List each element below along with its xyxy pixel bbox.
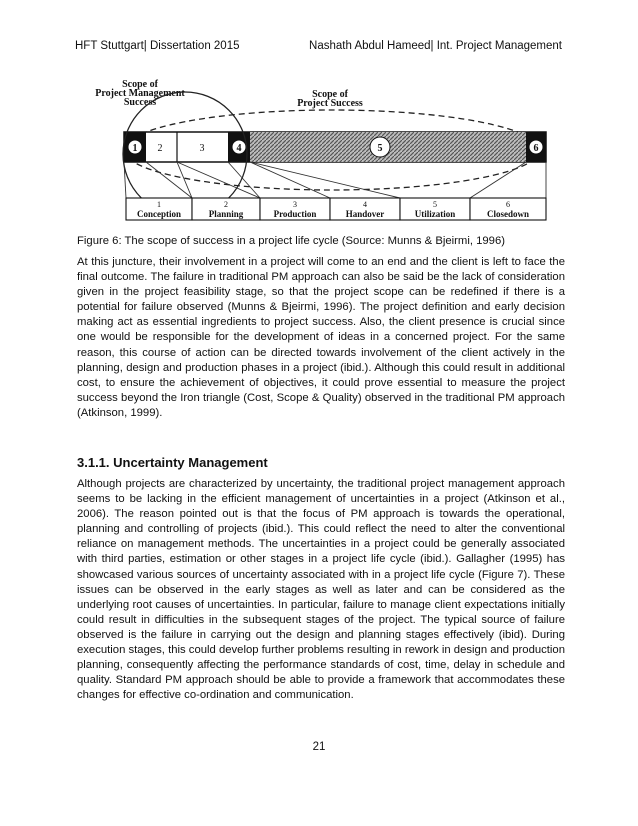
project-life-cycle-figure <box>95 72 555 222</box>
bar-number-3: 3 <box>199 143 205 154</box>
stage-num-3: 3 <box>293 200 297 209</box>
bar-number-4: 4 <box>236 143 242 154</box>
page-number: 21 <box>312 741 326 753</box>
scope-pm-label-1: Scope of <box>122 79 158 90</box>
scope-project-label-1: Scope of <box>312 89 348 100</box>
stage-name-5: Utilization <box>414 209 456 219</box>
bar-number-1: 1 <box>132 143 138 154</box>
scope-project-label-2: Project Success <box>297 98 363 109</box>
stage-name-6: Closedown <box>486 209 530 219</box>
section-heading: 3.1.1. Uncertainty Management <box>77 455 268 470</box>
stage-name-1: Conception <box>136 209 182 219</box>
scope-pm-label-2: Project Management <box>95 88 185 99</box>
stage-num-5: 5 <box>433 200 437 209</box>
stage-num-6: 6 <box>506 200 510 209</box>
stage-name-2: Planning <box>208 209 244 219</box>
stage-num-1: 1 <box>157 200 161 209</box>
stage-num-2: 2 <box>224 200 228 209</box>
running-header-left: HFT Stuttgart| Dissertation 2015 <box>75 40 240 52</box>
figure-caption: Figure 6: The scope of success in a project life cycle (Source: Munns & Bjeirmi, 1996) <box>77 235 506 247</box>
stage-name-4: Handover <box>345 209 385 219</box>
scope-pm-label-3: Success <box>123 97 157 108</box>
bar-number-2: 2 <box>157 143 163 154</box>
bar-number-5: 5 <box>377 143 383 154</box>
body-paragraph-1: At this juncture, their involvement in a project will come to an end and the client is left to face the final outcome. The failure in traditional PM approach can also be said be the lack of consideration given in the project feasibility stage, so that the project scope can be redefined if there is a potential for failure observed (Munns & Bjeirmi, 1996). The project definition and early decision making act as essential ingredients to project success. Also, the client presence is crucial since one would be responsible for the development of ideas in a concerned project. For the same reason, this course of action can be directed towards involvement of the client actively in the planning, design and production phases in a project (ibid.). Although this could result in additional cost, to ensure the achievement of objectives, it could prove essential to measure the project success beyond the Iron triangle (Cost, Scope & Quality) observed in the traditional PM approach (Atkinson, 1999). <box>77 256 565 419</box>
stage-num-4: 4 <box>363 200 367 209</box>
body-paragraph-2: Although projects are characterized by uncertainty, the traditional project management approach seems to be lacking in the efficient management of uncertainties in a project (Atkinson et al., 2006). The reason pointed out is that the focus of PM approach is towards the operational, planning and controlling of projects (ibid.). This could reflect the need to alter the conventional reliance on management methods. The uncertainties in a project could be generally associated with third parties, estimation or other stages in a project life cycle (ibid.). Gallagher (1995) has showcased various sources of uncertainty associated with in a project life cycle (Figure 7). These issues can be observed in the early stages as well as later and can be considered as the underlying root causes of uncertainties. In particular, failure to manage client expectations initially could result in difficulties in the subsequent stages of the project. The typical source of failure observed is the failure in carrying out the design and planning stages effectively (ibid). During execution stages, this could develop further problems resulting in rework in design and production planning, consequently affecting the performance standards of cost, time, delay in schedule and quality. Standard PM approach should be able to provide a framework that accommodates these changes for effective co-ordination and communication. <box>77 478 565 702</box>
bar-number-6: 6 <box>533 143 539 154</box>
running-header-right: Nashath Abdul Hameed| Int. Project Management <box>309 40 562 52</box>
stage-name-3: Production <box>273 209 317 219</box>
